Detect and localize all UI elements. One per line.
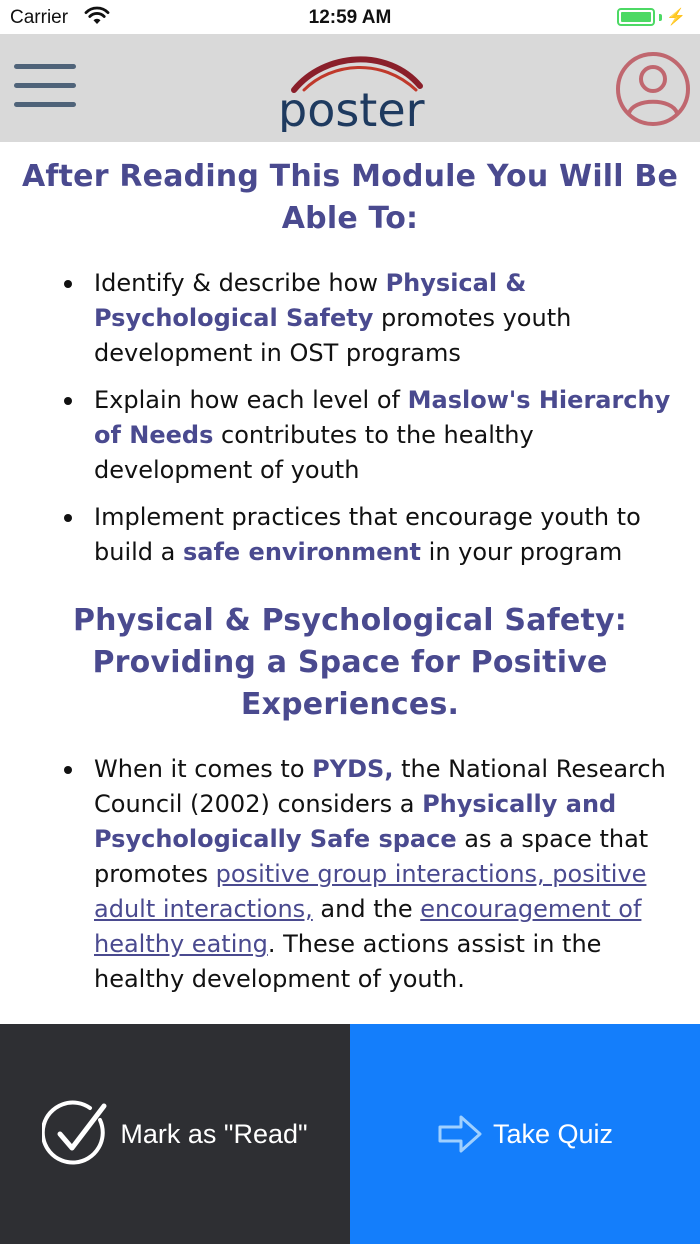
safety-list bbox=[0, 752, 700, 1009]
status-bar bbox=[0, 0, 700, 34]
take-quiz-label: Take Quiz bbox=[492, 1118, 614, 1149]
module-content[interactable] bbox=[0, 142, 700, 1024]
list-item: Explain how each level of Maslow's Hierarchy of Needs contributes to the healthy development of youth bbox=[0, 383, 700, 488]
clock: 12:59 AM bbox=[308, 7, 392, 28]
list-item: Identify & describe how Physical & Psychological Safety promotes youth development in OST programs bbox=[0, 266, 700, 371]
app-header bbox=[0, 34, 700, 142]
mark-as-read-label: Mark as "Read" bbox=[120, 1118, 308, 1149]
battery-icon: ⚡ bbox=[617, 7, 686, 27]
objectives-list bbox=[0, 266, 700, 582]
carrier-label: Carrier bbox=[10, 7, 69, 28]
hamburger-menu-icon[interactable] bbox=[14, 64, 76, 114]
arrow-right-icon bbox=[437, 1114, 483, 1154]
bottom-action-bar bbox=[0, 1024, 700, 1244]
list-item: Implement practices that encourage youth to build a safe environment in your program bbox=[0, 500, 700, 570]
healthy-eating-link[interactable]: encouragement of healthy eating bbox=[94, 895, 642, 958]
objectives-heading: After Reading This Module You Will Be Able To: bbox=[21, 159, 679, 236]
take-quiz-button[interactable] bbox=[350, 1024, 700, 1244]
mark-as-read-button[interactable] bbox=[0, 1024, 350, 1244]
profile-icon[interactable] bbox=[614, 50, 692, 128]
check-circle-icon bbox=[42, 1100, 110, 1168]
safety-heading: Physical & Psychological Safety: Providing a Space for Positive Experiences. bbox=[73, 603, 627, 722]
positive-interactions-link[interactable]: positive group interactions, positive adult interactions, bbox=[94, 860, 647, 923]
list-item: When it comes to PYDS, the National Research Council (2002) considers a Physically and Psychologically Safe space as a space that promotes positive group interactions, positive adult interactions, and the encouragement of healthy eating. These actions assist in the healthy development of youth. bbox=[0, 752, 700, 997]
svg-text:poster: poster bbox=[278, 83, 425, 132]
poster-logo bbox=[270, 46, 430, 132]
